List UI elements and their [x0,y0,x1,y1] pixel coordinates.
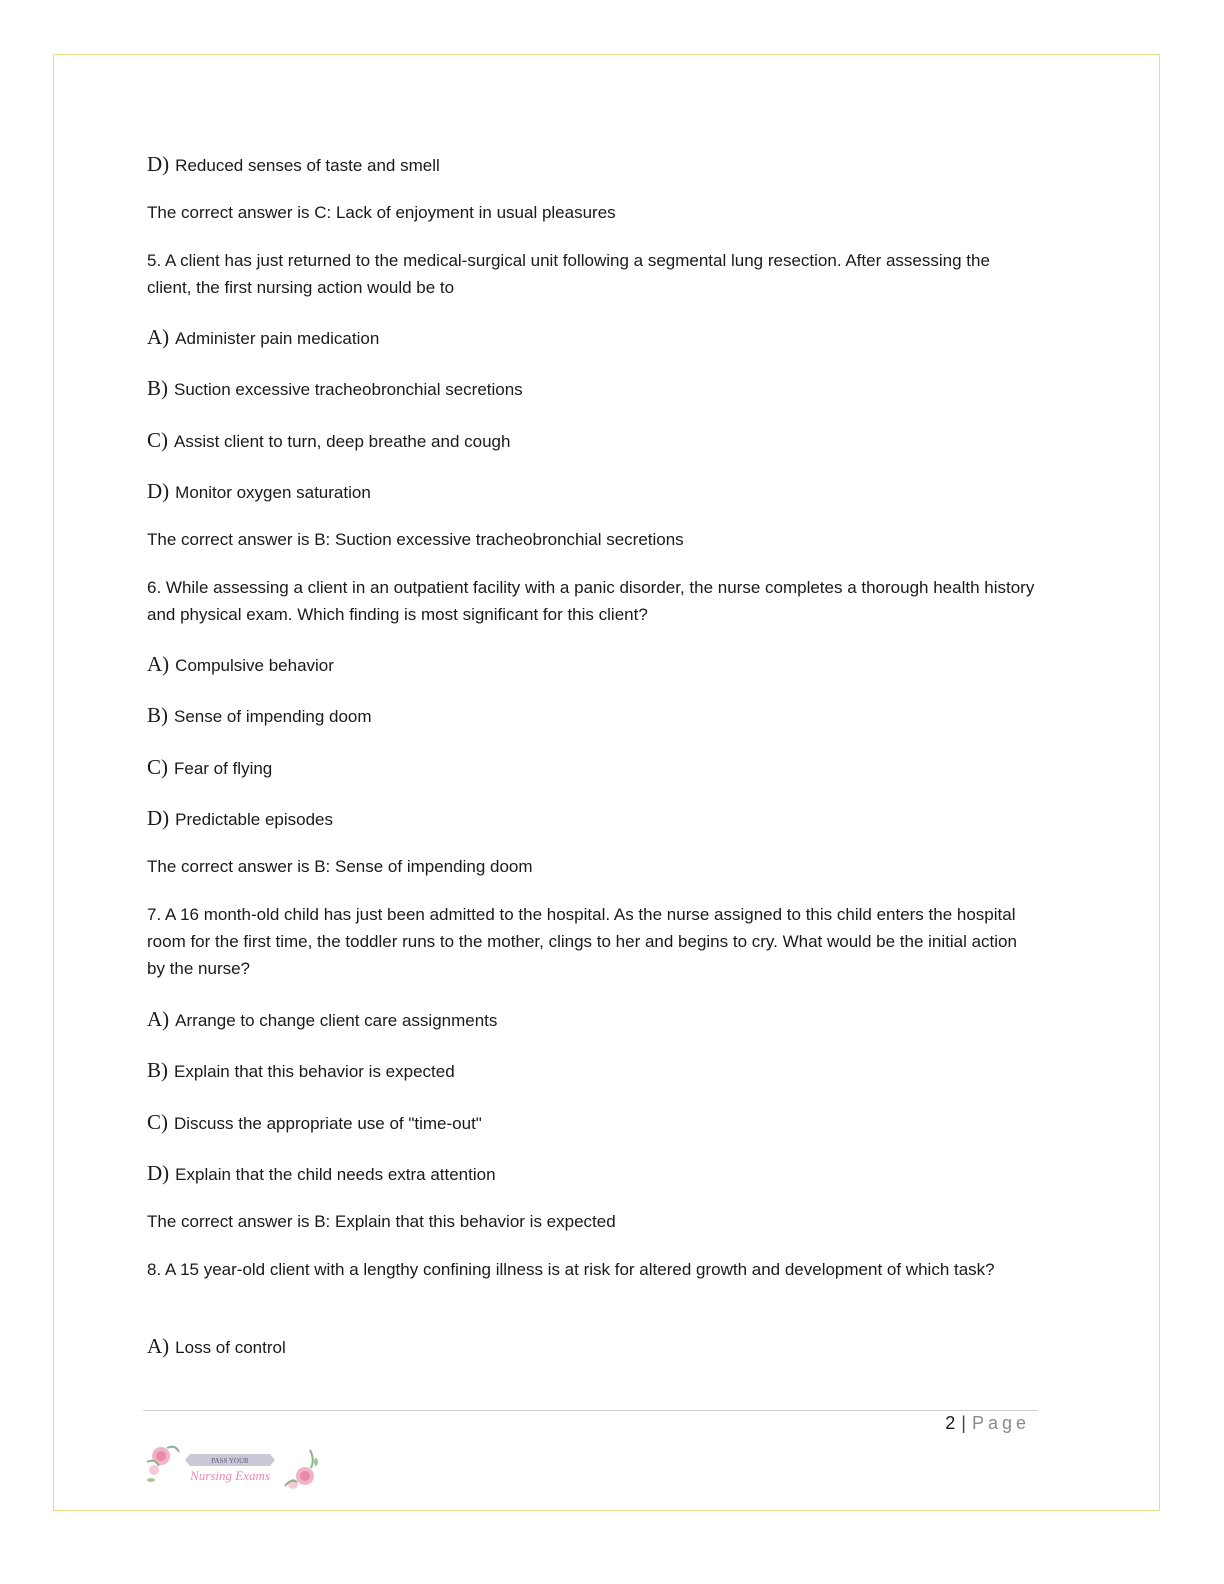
option-q7-c [147,1109,482,1137]
flower-right-icon [285,1450,318,1489]
option-q7-d [147,1160,496,1188]
option-text: Discuss the appropriate use of "time-out" [174,1114,482,1133]
question-6-stem: 6. While assessing a client in an outpatient facility with a panic disorder, the nurse completes a thorough health history and physical exam. Which finding is most significant for this client? [147,578,1035,624]
option-q6-d [147,805,333,833]
option-text: Predictable episodes [175,810,333,829]
page-number-label: Page [971,1413,1030,1433]
option-letter: B) [147,376,168,400]
option-letter: C) [147,755,168,779]
footer-divider [143,1410,1038,1411]
option-q5-b [147,375,523,403]
option-text: Assist client to turn, deep breathe and cough [174,432,511,451]
page-number-value: 2 [945,1413,956,1433]
option-letter: A) [147,1334,170,1358]
answer-q7: The correct answer is B: Explain that this behavior is expected [147,1212,616,1231]
page-number [945,1413,1030,1434]
answer-q6: The correct answer is B: Sense of impending doom [147,857,533,876]
answer-q4: The correct answer is C: Lack of enjoyment in usual pleasures [147,203,616,222]
option-letter: D) [147,479,170,503]
brand-logo [145,1440,320,1492]
option-text: Suction excessive tracheobronchial secretions [174,380,523,399]
option-q4-d [147,151,440,179]
option-q6-c [147,754,272,782]
option-letter: B) [147,703,168,727]
option-text: Administer pain medication [175,329,380,348]
option-letter: B) [147,1058,168,1082]
option-q6-a [147,651,334,679]
question-7-stem: 7. A 16 month-old child has just been admitted to the hospital. As the nurse assigned to this child enters the hospital room for the first time, the toddler runs to the mother, clings to her and begins to cry. What would be the initial action by the nurse? [147,905,1017,978]
option-q7-b [147,1057,455,1085]
option-letter: A) [147,652,170,676]
option-text: Explain that the child needs extra attention [175,1165,496,1184]
option-q5-a [147,324,379,352]
option-letter: D) [147,1161,170,1185]
logo-script-text: Nursing Exams [190,1468,270,1483]
page-number-separator: | [961,1413,966,1433]
option-text: Fear of flying [174,759,273,778]
option-text: Monitor oxygen saturation [175,483,371,502]
question-5-stem: 5. A client has just returned to the medical-surgical unit following a segmental lung resection. After assessing the client, the first nursing action would be to [147,251,990,297]
option-q5-c [147,427,510,455]
answer-q5: The correct answer is B: Suction excessive tracheobronchial secretions [147,530,684,549]
option-text: Loss of control [175,1338,286,1357]
option-text: Arrange to change client care assignments [175,1011,498,1030]
option-text: Sense of impending doom [174,707,372,726]
option-letter: C) [147,1110,168,1134]
option-q6-b [147,702,372,730]
option-letter: A) [147,1007,170,1031]
logo-top-text: PASS YOUR [211,1457,249,1465]
option-letter: D) [147,806,170,830]
question-8-stem: 8. A 15 year-old client with a lengthy confining illness is at risk for altered growth and development of which task? [147,1260,995,1279]
option-q7-a [147,1006,497,1034]
option-q5-d [147,478,371,506]
option-letter: A) [147,325,170,349]
logo-banner [185,1454,275,1466]
flower-left-icon [147,1447,179,1482]
option-text: Explain that this behavior is expected [174,1062,455,1081]
option-text: Compulsive behavior [175,656,334,675]
option-letter: D) [147,152,170,176]
option-letter: C) [147,428,168,452]
option-text: Reduced senses of taste and smell [175,156,440,175]
option-q8-a [147,1333,286,1361]
